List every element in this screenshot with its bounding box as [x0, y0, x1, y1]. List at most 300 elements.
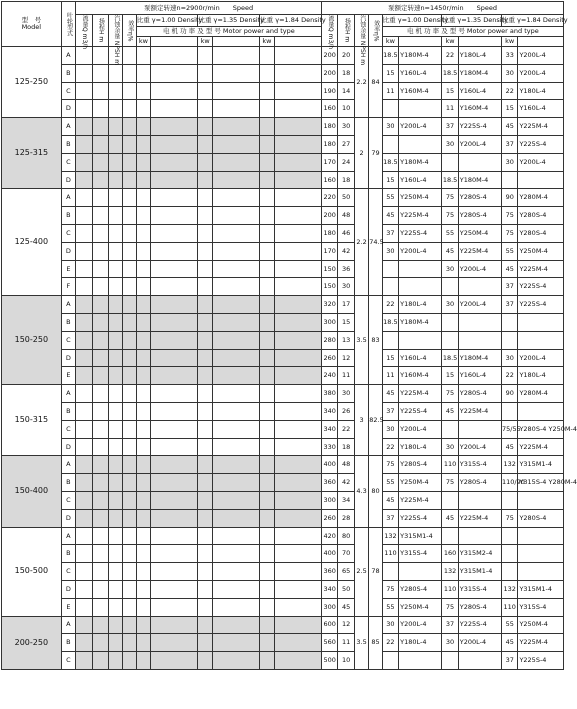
npsh-cell: 2.5: [354, 527, 368, 616]
empty-cell-2900: [136, 153, 150, 171]
motor-kw-cell: 45: [501, 118, 517, 136]
empty-cell-2900: [92, 47, 108, 65]
impeller-cell: C: [61, 491, 75, 509]
table-row: [2, 491, 564, 509]
motor-kw-cell: 30: [501, 153, 517, 171]
head-cell: 28: [338, 509, 354, 527]
empty-cell-2900: [92, 598, 108, 616]
empty-cell-2900: [123, 224, 136, 242]
empty-cell-2900: [212, 616, 259, 634]
empty-cell-2900: [212, 634, 259, 652]
motor-type-cell: Y225S-4: [458, 616, 501, 634]
table-row: [2, 420, 564, 438]
motor-kw-cell: 37: [382, 402, 398, 420]
empty-cell-2900: [212, 296, 259, 314]
empty-cell-2900: [198, 474, 212, 492]
impeller-cell: B: [61, 634, 75, 652]
empty-cell-2900: [136, 189, 150, 207]
head-cell: 15: [338, 313, 354, 331]
motor-kw-cell: 30: [382, 420, 398, 438]
capacity-cell: 220: [322, 189, 338, 207]
empty-cell-2900: [198, 153, 212, 171]
empty-cell-2900: [108, 563, 122, 581]
empty-cell-2900: [136, 580, 150, 598]
npsh-header-2900: 汽蚀余量 NPSH m: [108, 15, 122, 47]
empty-cell-2900: [212, 438, 259, 456]
motor-kw-cell: 22: [382, 438, 398, 456]
table-row: [2, 242, 564, 260]
empty-cell-2900: [151, 207, 198, 225]
capacity-cell: 420: [322, 527, 338, 545]
empty-cell-2900: [76, 313, 92, 331]
motor-type-cell: Y225S-4: [399, 402, 442, 420]
empty-cell-2900: [260, 385, 274, 403]
empty-cell-2900: [123, 260, 136, 278]
motor-type-cell: Y225S-4: [518, 278, 564, 296]
empty-cell-2900: [274, 491, 321, 509]
empty-cell-2900: [136, 349, 150, 367]
motor-kw-cell: 18.5: [442, 349, 458, 367]
impeller-cell: D: [61, 171, 75, 189]
capacity-cell: 500: [322, 652, 338, 670]
motor-kw-cell: 75: [442, 189, 458, 207]
capacity-cell: 170: [322, 153, 338, 171]
npsh-cell: 3: [354, 385, 368, 456]
empty-cell-2900: [274, 545, 321, 563]
empty-cell-2900: [151, 634, 198, 652]
empty-cell-2900: [76, 82, 92, 100]
impeller-cell: A: [61, 456, 75, 474]
motor-type-cell: [518, 331, 564, 349]
impeller-cell: C: [61, 652, 75, 670]
motor-kw-cell: 33: [501, 47, 517, 65]
empty-cell-2900: [212, 491, 259, 509]
motor-kw-cell: [442, 527, 458, 545]
empty-cell-2900: [108, 349, 122, 367]
motor-type-cell: Y315S-4: [399, 545, 442, 563]
empty-cell-2900: [212, 598, 259, 616]
empty-cell-2900: [92, 278, 108, 296]
head-cell: 70: [338, 545, 354, 563]
motor-kw-cell: [501, 491, 517, 509]
motor-kw-cell: 55: [501, 242, 517, 260]
empty-cell-2900: [123, 563, 136, 581]
motor-type-cell: [518, 527, 564, 545]
empty-cell-2900: [198, 224, 212, 242]
motor-kw-cell: 45: [501, 634, 517, 652]
empty-cell-2900: [108, 509, 122, 527]
impeller-cell: E: [61, 367, 75, 385]
empty-cell-2900: [76, 331, 92, 349]
empty-cell-2900: [76, 402, 92, 420]
table-row: [2, 82, 564, 100]
head-cell: 17: [338, 296, 354, 314]
empty-cell-2900: [151, 153, 198, 171]
empty-cell-2900: [274, 438, 321, 456]
empty-cell-2900: [123, 634, 136, 652]
capacity-cell: 160: [322, 100, 338, 118]
impeller-cell: B: [61, 313, 75, 331]
motor-type-cell: [518, 402, 564, 420]
empty-cell-2900: [151, 563, 198, 581]
table-row: [2, 616, 564, 634]
empty-cell-2900: [108, 367, 122, 385]
table-row: [2, 509, 564, 527]
empty-cell-2900: [274, 296, 321, 314]
empty-cell-2900: [108, 224, 122, 242]
motor-kw-cell: [382, 652, 398, 670]
empty-cell-2900: [151, 509, 198, 527]
motor-type-cell: Y250M-4: [518, 242, 564, 260]
motor-type-cell: Y225M-4: [518, 438, 564, 456]
motor-kw-cell: 55: [382, 474, 398, 492]
table-row: [2, 331, 564, 349]
empty-cell-2900: [108, 278, 122, 296]
empty-cell-2900: [198, 456, 212, 474]
table-row: [2, 224, 564, 242]
motor-kw-cell: 45: [442, 509, 458, 527]
head-cell: 13: [338, 331, 354, 349]
motor-type-cell: Y200L-4: [458, 260, 501, 278]
empty-cell-2900: [76, 563, 92, 581]
empty-cell-2900: [151, 278, 198, 296]
empty-cell-2900: [108, 491, 122, 509]
empty-cell-2900: [136, 652, 150, 670]
table-row: [2, 563, 564, 581]
empty-cell-2900: [123, 402, 136, 420]
empty-cell-2900: [151, 527, 198, 545]
motor-kw-cell: 30: [382, 118, 398, 136]
table-row: [2, 456, 564, 474]
impeller-cell: C: [61, 563, 75, 581]
density-1-1450: 比重 γ=1.00 Density: [382, 15, 442, 27]
empty-cell-2900: [198, 313, 212, 331]
motor-kw-cell: [442, 153, 458, 171]
motor-kw-cell: 37: [382, 509, 398, 527]
density-3-2900: 比重 γ=1.84 Density: [260, 15, 322, 27]
empty-cell-2900: [136, 598, 150, 616]
motor-type-cell: Y315M1-4: [518, 580, 564, 598]
motor-kw-cell: 30: [442, 296, 458, 314]
empty-cell-2900: [92, 82, 108, 100]
motor-type-cell: Y315M1-4: [458, 563, 501, 581]
empty-cell-2900: [151, 349, 198, 367]
motor-kw-cell: 45: [382, 491, 398, 509]
motor-kw-cell: 18.5: [382, 47, 398, 65]
empty-cell-2900: [212, 260, 259, 278]
capacity-cell: 340: [322, 420, 338, 438]
motor-type-cell: Y225M-4: [399, 491, 442, 509]
empty-cell-2900: [123, 616, 136, 634]
motor-type-cell: Y280S-4: [458, 474, 501, 492]
motor-type-cell: Y160L-4: [458, 367, 501, 385]
empty-cell-2900: [212, 171, 259, 189]
capacity-cell: 180: [322, 135, 338, 153]
motor-type-cell: [399, 260, 442, 278]
motor-kw-cell: 37: [501, 135, 517, 153]
head-cell: 11: [338, 634, 354, 652]
npsh-cell: 3.5: [354, 616, 368, 669]
empty-cell-2900: [76, 616, 92, 634]
head-cell: 18: [338, 64, 354, 82]
motor-type-cell: Y180L-4: [399, 296, 442, 314]
empty-cell-2900: [260, 580, 274, 598]
motor-type-cell: Y280M-4: [518, 385, 564, 403]
motor-kw-cell: [382, 260, 398, 278]
motor-type-cell: Y280S-4: [518, 509, 564, 527]
density-2-1450: 比重 γ=1.35 Density: [442, 15, 502, 27]
impeller-cell: D: [61, 349, 75, 367]
motor-type-cell: Y225S-4: [518, 296, 564, 314]
empty-cell-2900: [92, 171, 108, 189]
empty-cell-2900: [260, 563, 274, 581]
capacity-cell: 330: [322, 438, 338, 456]
model-cell: 150-400: [2, 456, 62, 527]
empty-cell-2900: [151, 491, 198, 509]
empty-cell-2900: [123, 64, 136, 82]
empty-cell-2900: [274, 82, 321, 100]
capacity-cell: 300: [322, 598, 338, 616]
impeller-cell: D: [61, 438, 75, 456]
empty-cell-2900: [123, 491, 136, 509]
efficiency-cell: 79: [369, 118, 382, 189]
head-cell: 50: [338, 580, 354, 598]
impeller-cell: A: [61, 616, 75, 634]
empty-cell-2900: [123, 598, 136, 616]
motor-kw-cell: 15: [382, 349, 398, 367]
motor-type-cell: Y225M-4: [518, 260, 564, 278]
motor-type-cell: Y280S-4: [458, 385, 501, 403]
empty-cell-2900: [212, 278, 259, 296]
motor-type-cell: Y160L-4: [518, 100, 564, 118]
empty-cell-2900: [123, 118, 136, 136]
empty-cell-2900: [212, 153, 259, 171]
capacity-cell: 260: [322, 349, 338, 367]
motor-type-cell: Y200L-4: [518, 349, 564, 367]
empty-cell-2900: [108, 598, 122, 616]
npsh-cell: 2: [354, 118, 368, 189]
empty-cell-2900: [92, 563, 108, 581]
impeller-cell: A: [61, 385, 75, 403]
motor-type-cell: [399, 278, 442, 296]
empty-cell-2900: [92, 385, 108, 403]
density-2-2900: 比重 γ=1.35 Density: [198, 15, 260, 27]
empty-cell-2900: [198, 278, 212, 296]
head-cell: 26: [338, 402, 354, 420]
impeller-cell: B: [61, 474, 75, 492]
motor-kw-cell: [442, 420, 458, 438]
table-row: [2, 135, 564, 153]
impeller-cell: D: [61, 242, 75, 260]
motor-type-cell: [518, 491, 564, 509]
empty-cell-2900: [136, 456, 150, 474]
head-header-1450: 扬程H m: [338, 15, 354, 47]
impeller-cell: C: [61, 82, 75, 100]
impeller-cell: B: [61, 402, 75, 420]
empty-cell-2900: [92, 349, 108, 367]
table-row: [2, 527, 564, 545]
motor-kw-cell: [442, 652, 458, 670]
head-cell: 45: [338, 598, 354, 616]
empty-cell-2900: [76, 118, 92, 136]
motor-kw-cell: 11: [442, 100, 458, 118]
head-cell: 22: [338, 420, 354, 438]
empty-cell-2900: [92, 402, 108, 420]
empty-cell-2900: [92, 118, 108, 136]
empty-cell-2900: [108, 402, 122, 420]
motor-kw-cell: 75: [382, 580, 398, 598]
motor-kw-cell: 30: [501, 64, 517, 82]
motor-type-cell: Y315M1-4: [518, 456, 564, 474]
empty-cell-2900: [76, 580, 92, 598]
head-cell: 18: [338, 171, 354, 189]
empty-cell-2900: [212, 456, 259, 474]
motor-type-cell: Y200L-4: [518, 153, 564, 171]
motor-type-cell: Y200L-4: [518, 47, 564, 65]
empty-cell-2900: [108, 652, 122, 670]
empty-cell-2900: [260, 598, 274, 616]
head-cell: 11: [338, 367, 354, 385]
empty-cell-2900: [76, 260, 92, 278]
empty-cell-2900: [212, 349, 259, 367]
head-header-2900: 扬程H m: [92, 15, 108, 47]
motor-type-cell: Y250M-4: [518, 616, 564, 634]
empty-cell-2900: [260, 153, 274, 171]
capacity-cell: 380: [322, 385, 338, 403]
empty-cell-2900: [260, 634, 274, 652]
empty-cell-2900: [260, 207, 274, 225]
model-cell: 150-500: [2, 527, 62, 616]
empty-cell-2900: [274, 367, 321, 385]
empty-cell-2900: [76, 385, 92, 403]
kw-label: kw: [136, 37, 150, 47]
empty-cell-2900: [136, 313, 150, 331]
motor-kw-cell: 110: [501, 598, 517, 616]
impeller-header: 叶轮型式: [61, 2, 75, 47]
motor-type-cell: Y280S-4: [518, 224, 564, 242]
empty-cell-2900: [274, 474, 321, 492]
motor-type-cell: Y200L-4: [458, 296, 501, 314]
empty-cell-2900: [108, 135, 122, 153]
kw-label: kw: [198, 37, 212, 47]
empty-cell-2900: [123, 296, 136, 314]
empty-cell-2900: [92, 207, 108, 225]
empty-cell-2900: [123, 47, 136, 65]
motor-kw-cell: 11: [382, 367, 398, 385]
head-cell: 42: [338, 242, 354, 260]
empty-cell-2900: [92, 634, 108, 652]
empty-cell-2900: [198, 385, 212, 403]
motor-kw-cell: 110: [442, 580, 458, 598]
motor-kw-cell: 15: [442, 82, 458, 100]
empty-cell-2900: [92, 224, 108, 242]
empty-cell-2900: [76, 296, 92, 314]
empty-cell-2900: [76, 652, 92, 670]
empty-cell-2900: [76, 509, 92, 527]
speed-2900-header: 泵额定转速n=2900r/min Speed: [76, 2, 322, 15]
motor-type-cell: [518, 545, 564, 563]
empty-cell-2900: [108, 64, 122, 82]
motor-header-2900: 电 机 功 率 及 型 号 Motor power and type: [136, 27, 321, 37]
empty-cell-2900: [136, 331, 150, 349]
empty-cell-2900: [108, 616, 122, 634]
empty-cell-2900: [92, 420, 108, 438]
empty-cell-2900: [212, 580, 259, 598]
empty-cell-2900: [274, 616, 321, 634]
motor-type-cell: Y225S-4: [518, 652, 564, 670]
motor-kw-cell: [501, 527, 517, 545]
table-row: [2, 189, 564, 207]
empty-cell-2900: [76, 171, 92, 189]
empty-cell-2900: [123, 313, 136, 331]
empty-cell-2900: [212, 82, 259, 100]
empty-cell-2900: [260, 652, 274, 670]
capacity-cell: 200: [322, 207, 338, 225]
empty-cell-2900: [212, 420, 259, 438]
empty-cell-2900: [198, 616, 212, 634]
empty-cell-2900: [198, 118, 212, 136]
efficiency-cell: 85: [369, 616, 382, 669]
empty-cell-2900: [136, 296, 150, 314]
motor-type-cell: Y280S-4 Y250M-4: [518, 420, 564, 438]
empty-cell-2900: [136, 367, 150, 385]
motor-kw-cell: [382, 278, 398, 296]
capacity-cell: 200: [322, 47, 338, 65]
empty-cell-2900: [136, 135, 150, 153]
empty-cell-2900: [212, 313, 259, 331]
motor-type-cell: Y180M-4: [399, 153, 442, 171]
empty-cell-2900: [76, 153, 92, 171]
empty-cell-2900: [123, 385, 136, 403]
empty-cell-2900: [136, 224, 150, 242]
table-row: [2, 474, 564, 492]
motor-type-cell: Y250M-4: [399, 189, 442, 207]
empty-cell-2900: [136, 242, 150, 260]
capacity-cell: 160: [322, 171, 338, 189]
empty-cell-2900: [198, 171, 212, 189]
table-row: [2, 171, 564, 189]
empty-cell-2900: [274, 171, 321, 189]
motor-kw-cell: 37: [442, 118, 458, 136]
impeller-cell: B: [61, 64, 75, 82]
table-row: [2, 118, 564, 136]
impeller-cell: D: [61, 100, 75, 118]
motor-kw-cell: 22: [442, 47, 458, 65]
npsh-cell: 2.2: [354, 47, 368, 118]
motor-type-cell: Y225M-4: [458, 242, 501, 260]
empty-cell-2900: [136, 402, 150, 420]
head-cell: 27: [338, 135, 354, 153]
empty-cell-2900: [76, 135, 92, 153]
capacity-cell: 400: [322, 545, 338, 563]
motor-type-cell: Y180M-4: [399, 313, 442, 331]
motor-kw-cell: 18.5: [442, 64, 458, 82]
empty-cell-2900: [108, 171, 122, 189]
empty-cell-2900: [136, 64, 150, 82]
motor-kw-cell: [442, 278, 458, 296]
empty-cell-2900: [136, 82, 150, 100]
empty-cell-2900: [260, 438, 274, 456]
impeller-cell: C: [61, 153, 75, 171]
empty-cell-2900: [198, 438, 212, 456]
empty-cell-2900: [274, 527, 321, 545]
empty-cell-2900: [260, 402, 274, 420]
empty-cell-2900: [123, 580, 136, 598]
empty-cell-2900: [198, 598, 212, 616]
motor-type-cell: [458, 652, 501, 670]
motor-type-cell: Y250M-4: [458, 224, 501, 242]
empty-cell-2900: [151, 438, 198, 456]
